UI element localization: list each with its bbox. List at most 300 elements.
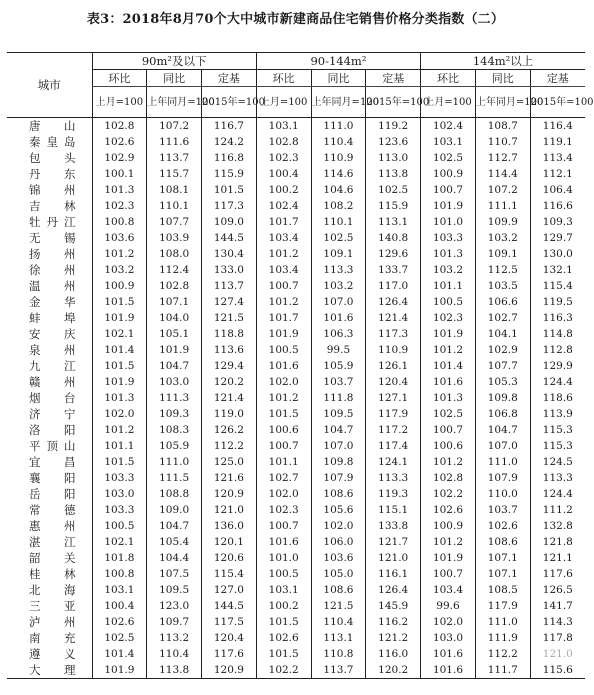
index-value: 101.2: [92, 246, 147, 262]
index-value: 113.0: [366, 150, 421, 166]
index-value: 102.4: [421, 118, 476, 135]
city-name: 徐州: [29, 263, 76, 277]
index-value: 110.9: [311, 150, 366, 166]
index-value: 105.3: [475, 374, 530, 390]
index-value: 111.0: [475, 454, 530, 470]
index-value: 101.5: [256, 406, 311, 422]
index-value: 118.6: [530, 390, 585, 406]
index-value: 111.5: [147, 470, 202, 486]
index-value: 116.4: [530, 118, 585, 135]
index-value: 105.9: [147, 438, 202, 454]
index-type-row: [7, 70, 585, 87]
table-row: [7, 454, 585, 470]
index-value: 101.4: [421, 358, 476, 374]
index-value: 103.4: [421, 582, 476, 598]
table-row: [7, 294, 585, 310]
city-name: 九江: [29, 359, 76, 373]
index-value: 103.9: [147, 230, 202, 246]
index-value: 103.1: [256, 118, 311, 135]
city-name: 三亚: [29, 599, 76, 613]
index-value: 106.6: [475, 294, 530, 310]
group-header: 90-144m²: [256, 53, 420, 70]
index-value: 102.0: [256, 486, 311, 502]
index-value: 120.2: [202, 374, 257, 390]
index-value: 113.7: [202, 278, 257, 294]
index-value: 116.8: [202, 150, 257, 166]
index-value: 100.9: [92, 278, 147, 294]
index-value: 118.8: [202, 326, 257, 342]
city-name: 秦皇岛: [29, 135, 76, 149]
index-value: 140.8: [366, 230, 421, 246]
index-value: 101.5: [256, 614, 311, 630]
index-value: 112.8: [530, 342, 585, 358]
base-label: 上月=100: [421, 87, 476, 118]
base-label: 上月=100: [92, 87, 147, 118]
index-value: 101.5: [92, 294, 147, 310]
index-value: 102.8: [92, 118, 147, 135]
index-value: 129.6: [366, 246, 421, 262]
index-value: 105.0: [311, 566, 366, 582]
index-value: 115.1: [366, 502, 421, 518]
index-value: 110.9: [366, 342, 421, 358]
index-value: 107.2: [147, 118, 202, 135]
index-value: 110.1: [311, 214, 366, 230]
index-value: 101.9: [421, 550, 476, 566]
index-value: 115.9: [366, 198, 421, 214]
index-value: 103.2: [421, 262, 476, 278]
index-value: 113.8: [366, 166, 421, 182]
index-value: 126.4: [366, 294, 421, 310]
index-value: 121.4: [366, 310, 421, 326]
index-value: 115.4: [202, 566, 257, 582]
index-value: 114.6: [311, 166, 366, 182]
index-value: 108.3: [147, 422, 202, 438]
city-name: 泉州: [29, 343, 76, 357]
index-value: 106.0: [311, 534, 366, 550]
index-value: 113.3: [530, 470, 585, 486]
index-value: 114.8: [530, 326, 585, 342]
index-value: 101.6: [256, 534, 311, 550]
index-value: 105.4: [147, 534, 202, 550]
index-value: 133.8: [366, 518, 421, 534]
index-value: 129.9: [530, 358, 585, 374]
city-name: 惠州: [29, 519, 76, 533]
table-row: [7, 438, 585, 454]
index-value: 101.2: [421, 454, 476, 470]
index-value: 101.2: [256, 294, 311, 310]
index-value: 99.5: [311, 342, 366, 358]
index-value: 103.2: [92, 262, 147, 278]
index-value: 111.0: [147, 454, 202, 470]
city-name: 蚌埠: [29, 311, 76, 325]
index-value: 103.0: [147, 374, 202, 390]
city-name: 湛江: [29, 535, 76, 549]
index-value: 102.2: [256, 662, 311, 679]
table-row: [7, 342, 585, 358]
index-value: 114.3: [530, 614, 585, 630]
col-header-fixed: 定基: [366, 70, 421, 87]
index-value: 120.9: [202, 662, 257, 679]
col-header-yoy: 同比: [475, 70, 530, 87]
index-value: 121.0: [530, 646, 585, 662]
index-value: 102.6: [475, 518, 530, 534]
index-value: 101.2: [92, 422, 147, 438]
table-row: [7, 278, 585, 294]
index-value: 132.8: [530, 518, 585, 534]
index-value: 102.2: [421, 486, 476, 502]
index-value: 108.0: [147, 246, 202, 262]
index-value: 123.6: [366, 134, 421, 150]
index-value: 111.0: [311, 118, 366, 135]
index-value: 101.9: [147, 342, 202, 358]
index-value: 117.6: [530, 566, 585, 582]
index-value: 100.5: [256, 342, 311, 358]
index-value: 126.2: [202, 422, 257, 438]
index-value: 111.2: [530, 502, 585, 518]
index-value: 100.8: [92, 214, 147, 230]
index-value: 101.3: [421, 390, 476, 406]
index-value: 100.9: [421, 166, 476, 182]
index-value: 103.6: [92, 230, 147, 246]
index-value: 120.9: [202, 486, 257, 502]
index-value: 109.3: [530, 214, 585, 230]
table-row: [7, 198, 585, 214]
col-header-fixed: 定基: [202, 70, 257, 87]
table-row: [7, 582, 585, 598]
index-value: 107.0: [311, 294, 366, 310]
index-value: 117.3: [202, 198, 257, 214]
index-value: 103.3: [92, 502, 147, 518]
index-value: 101.4: [92, 646, 147, 662]
city-name: 南充: [29, 631, 76, 645]
index-value: 116.7: [202, 118, 257, 135]
index-value: 117.8: [530, 630, 585, 646]
index-value: 110.7: [475, 134, 530, 150]
city-column-header: 城市: [7, 53, 92, 118]
city-name: 济宁: [29, 407, 76, 421]
index-value: 103.4: [256, 230, 311, 246]
index-value: 102.6: [92, 134, 147, 150]
table-row: [7, 422, 585, 438]
table-row: [7, 406, 585, 422]
index-value: 101.7: [256, 310, 311, 326]
index-value: 103.2: [311, 278, 366, 294]
index-value: 109.8: [311, 454, 366, 470]
index-value: 124.5: [530, 454, 585, 470]
index-value: 113.7: [147, 150, 202, 166]
index-value: 112.2: [475, 646, 530, 662]
index-value: 111.7: [475, 662, 530, 679]
index-value: 119.5: [530, 294, 585, 310]
index-value: 103.2: [475, 230, 530, 246]
col-header-fixed: 定基: [530, 70, 585, 87]
city-name: 泸州: [29, 615, 76, 629]
index-value: 100.7: [256, 278, 311, 294]
index-value: 103.0: [421, 630, 476, 646]
index-value: 117.9: [366, 406, 421, 422]
index-value: 101.5: [202, 182, 257, 198]
index-value: 103.5: [475, 278, 530, 294]
index-value: 112.4: [147, 262, 202, 278]
city-name: 扬州: [29, 247, 76, 261]
index-value: 105.6: [311, 502, 366, 518]
index-value: 119.2: [366, 118, 421, 135]
index-value: 108.6: [311, 582, 366, 598]
index-value: 101.7: [256, 214, 311, 230]
index-value: 105.9: [311, 358, 366, 374]
index-value: 104.7: [147, 358, 202, 374]
index-value: 113.2: [147, 630, 202, 646]
index-value: 116.0: [366, 646, 421, 662]
table-row: [7, 390, 585, 406]
index-value: 106.4: [530, 182, 585, 198]
table-row: [7, 166, 585, 182]
index-value: 102.7: [475, 310, 530, 326]
index-value: 102.5: [366, 182, 421, 198]
city-name: 安庆: [29, 327, 76, 341]
index-value: 109.8: [475, 390, 530, 406]
city-name: 洛阳: [29, 423, 76, 437]
base-label: 上月=100: [256, 87, 311, 118]
city-name: 温州: [29, 279, 76, 293]
index-value: 100.5: [92, 518, 147, 534]
base-label: 2015年=100: [530, 87, 585, 118]
table-row: [7, 566, 585, 582]
index-value: 109.0: [147, 502, 202, 518]
index-value: 106.3: [311, 326, 366, 342]
index-value: 117.6: [202, 646, 257, 662]
index-value: 100.9: [421, 518, 476, 534]
index-value: 119.1: [530, 134, 585, 150]
index-value: 101.1: [421, 278, 476, 294]
index-value: 99.6: [421, 598, 476, 614]
index-value: 116.3: [530, 310, 585, 326]
index-value: 113.4: [530, 150, 585, 166]
index-value: 104.0: [147, 310, 202, 326]
city-name: 遵义: [29, 647, 76, 661]
base-label: 2015年=100: [202, 87, 257, 118]
index-value: 120.1: [202, 534, 257, 550]
index-value: 101.4: [92, 342, 147, 358]
index-value: 101.6: [421, 374, 476, 390]
table-row: [7, 598, 585, 614]
index-value: 115.4: [530, 278, 585, 294]
index-value: 115.3: [530, 422, 585, 438]
index-value: 109.1: [475, 246, 530, 262]
index-value: 111.1: [475, 198, 530, 214]
col-header-yoy: 同比: [147, 70, 202, 87]
table-row: [7, 534, 585, 550]
base-label: 上年同月=100: [311, 87, 366, 118]
table-row: [7, 502, 585, 518]
table-row: [7, 646, 585, 662]
index-value: 100.2: [256, 182, 311, 198]
index-value: 100.6: [421, 438, 476, 454]
index-value: 111.3: [147, 390, 202, 406]
index-value: 107.5: [147, 566, 202, 582]
index-value: 101.1: [92, 438, 147, 454]
table-row: [7, 150, 585, 166]
index-value: 100.8: [92, 566, 147, 582]
index-value: 108.8: [147, 486, 202, 502]
index-value: 109.9: [475, 214, 530, 230]
index-value: 113.3: [311, 262, 366, 278]
index-value: 108.1: [147, 182, 202, 198]
index-value: 101.6: [421, 646, 476, 662]
index-value: 102.1: [92, 534, 147, 550]
index-value: 107.7: [147, 214, 202, 230]
index-value: 108.7: [475, 118, 530, 135]
index-value: 101.5: [92, 358, 147, 374]
index-value: 107.0: [475, 438, 530, 454]
index-value: 130.0: [530, 246, 585, 262]
index-value: 102.3: [92, 198, 147, 214]
index-value: 104.4: [147, 550, 202, 566]
page-title: 表3：2018年8月70个大中城市新建商品住宅销售价格分类指数（二）: [86, 12, 505, 27]
index-value: 101.0: [421, 214, 476, 230]
index-value: 102.6: [421, 502, 476, 518]
index-value: 124.4: [530, 486, 585, 502]
table-row: [7, 262, 585, 278]
index-value: 113.3: [366, 470, 421, 486]
index-value: 102.3: [421, 310, 476, 326]
index-value: 103.4: [256, 262, 311, 278]
city-name: 金华: [29, 295, 76, 309]
table-row: [7, 182, 585, 198]
index-value: 109.7: [147, 614, 202, 630]
table-row: [7, 470, 585, 486]
index-value: 103.0: [92, 486, 147, 502]
index-value: 102.6: [256, 630, 311, 646]
index-value: 100.4: [92, 598, 147, 614]
index-value: 121.2: [366, 630, 421, 646]
index-value: 103.1: [421, 134, 476, 150]
index-value: 121.4: [202, 390, 257, 406]
city-name: 包头: [29, 151, 76, 165]
base-period-row: [7, 87, 585, 118]
index-value: 121.5: [311, 598, 366, 614]
index-value: 130.4: [202, 246, 257, 262]
index-value: 103.7: [311, 374, 366, 390]
table-row: [7, 134, 585, 150]
table-row: [7, 310, 585, 326]
index-value: 121.6: [202, 470, 257, 486]
index-value: 102.5: [311, 230, 366, 246]
index-value: 117.4: [366, 438, 421, 454]
size-group-row: [7, 53, 585, 70]
index-value: 132.1: [530, 262, 585, 278]
index-value: 104.6: [311, 182, 366, 198]
city-name: 吉林: [29, 199, 76, 213]
index-value: 101.9: [421, 326, 476, 342]
index-value: 126.4: [366, 582, 421, 598]
index-value: 100.1: [92, 166, 147, 182]
city-name: 唐山: [29, 119, 76, 133]
index-value: 113.9: [530, 406, 585, 422]
index-value: 100.6: [256, 422, 311, 438]
index-value: 101.5: [256, 646, 311, 662]
index-value: 111.8: [311, 390, 366, 406]
index-value: 136.0: [202, 518, 257, 534]
index-value: 112.5: [475, 262, 530, 278]
table-row: [7, 246, 585, 262]
index-value: 103.3: [92, 470, 147, 486]
index-value: 102.0: [256, 374, 311, 390]
table-row: [7, 214, 585, 230]
index-value: 101.9: [92, 310, 147, 326]
index-value: 110.8: [311, 646, 366, 662]
table-row: [7, 614, 585, 630]
index-value: 141.7: [530, 598, 585, 614]
index-value: 125.0: [202, 454, 257, 470]
city-name: 岳阳: [29, 487, 76, 501]
index-value: 127.1: [366, 390, 421, 406]
index-value: 117.9: [475, 598, 530, 614]
index-value: 111.9: [475, 630, 530, 646]
index-value: 108.6: [475, 534, 530, 550]
base-label: 上年同月=100: [475, 87, 530, 118]
index-value: 109.5: [147, 582, 202, 598]
index-value: 102.5: [92, 630, 147, 646]
base-label: 2015年=100: [366, 87, 421, 118]
index-value: 102.8: [147, 278, 202, 294]
index-value: 100.2: [256, 598, 311, 614]
index-value: 120.4: [202, 630, 257, 646]
index-value: 120.4: [366, 374, 421, 390]
table-row: [7, 118, 585, 135]
index-value: 102.5: [421, 150, 476, 166]
index-value: 117.2: [366, 422, 421, 438]
index-value: 101.2: [421, 342, 476, 358]
index-value: 102.3: [256, 502, 311, 518]
index-value: 107.2: [475, 182, 530, 198]
index-value: 101.3: [421, 246, 476, 262]
index-value: 104.7: [475, 422, 530, 438]
index-value: 116.2: [366, 614, 421, 630]
city-name: 烟台: [29, 391, 76, 405]
index-value: 102.9: [475, 342, 530, 358]
city-name: 无锡: [29, 231, 76, 245]
index-value: 114.4: [475, 166, 530, 182]
index-value: 116.6: [530, 198, 585, 214]
group-header: 90m²及以下: [92, 53, 256, 70]
index-value: 121.5: [202, 310, 257, 326]
index-value: 115.7: [147, 166, 202, 182]
index-value: 110.4: [311, 614, 366, 630]
city-name: 常德: [29, 503, 76, 517]
index-value: 133.7: [366, 262, 421, 278]
city-name: 赣州: [29, 375, 76, 389]
index-value: 107.0: [311, 438, 366, 454]
index-value: 119.3: [366, 486, 421, 502]
index-value: 102.9: [92, 150, 147, 166]
index-value: 107.9: [475, 470, 530, 486]
index-value: 110.1: [147, 198, 202, 214]
index-value: 103.3: [421, 230, 476, 246]
index-value: 100.4: [256, 166, 311, 182]
index-value: 117.0: [366, 278, 421, 294]
table-row: [7, 518, 585, 534]
table-row: [7, 630, 585, 646]
index-value: 112.2: [202, 438, 257, 454]
index-value: 107.1: [475, 550, 530, 566]
index-value: 124.1: [366, 454, 421, 470]
index-value: 101.6: [311, 310, 366, 326]
index-value: 120.2: [366, 662, 421, 679]
table-body: [7, 118, 585, 679]
index-value: 121.8: [530, 534, 585, 550]
index-value: 109.5: [311, 406, 366, 422]
